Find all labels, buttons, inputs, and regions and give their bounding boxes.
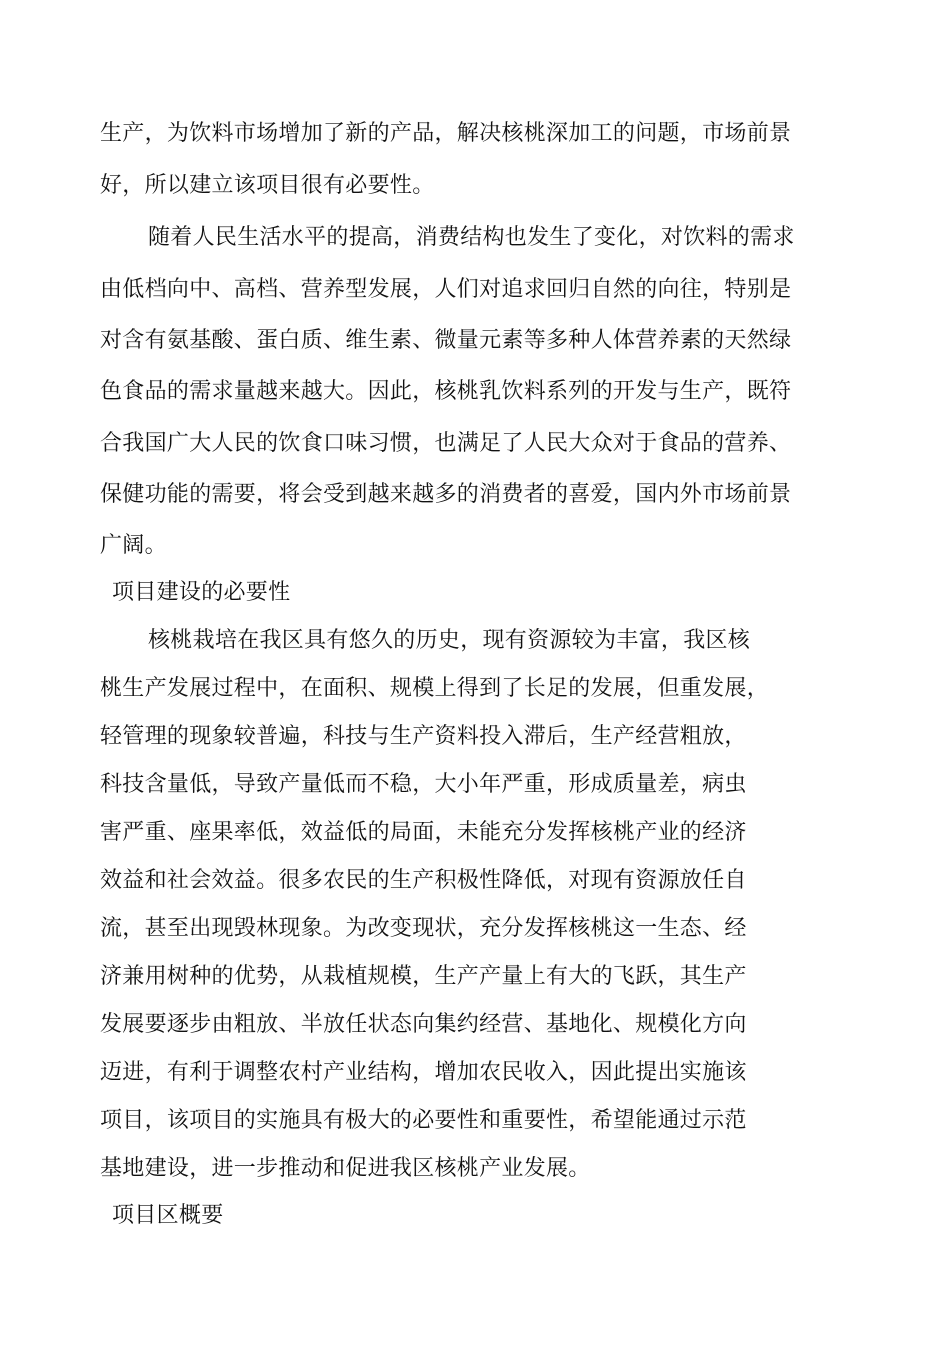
text-line: 轻管理的现象较普遍，科技与生产资料投入滞后，生产经营粗放， <box>100 724 747 749</box>
text-line: 效益和社会效益。很多农民的生产积极性降低，对现有资源放任自 <box>100 868 747 893</box>
text-line: 广阔。 <box>100 533 167 558</box>
text-line: 流，甚至出现毁林现象。为改变现状，充分发挥核桃这一生态、经 <box>100 916 747 941</box>
text-line: 害严重、座果率低，效益低的局面，未能充分发挥核桃产业的经济 <box>100 820 747 845</box>
text-line: 合我国广大人民的饮食口味习惯，也满足了人民大众对于食品的营养、 <box>100 431 792 456</box>
text-line: 济兼用树种的优势，从栽植规模，生产产量上有大的飞跃，其生产 <box>100 964 747 989</box>
section-heading: 项目建设的必要性 <box>112 580 291 605</box>
text-line: 对含有氨基酸、蛋白质、维生素、微量元素等多种人体营养素的天然绿 <box>100 328 792 353</box>
text-line: 由低档向中、高档、营养型发展，人们对追求回归自然的向往，特别是 <box>100 277 792 302</box>
text-line: 生产，为饮料市场增加了新的产品，解决核桃深加工的问题，市场前景 <box>100 121 792 146</box>
text-line: 科技含量低，导致产量低而不稳，大小年严重，形成质量差，病虫 <box>100 772 747 797</box>
text-line: 色食品的需求量越来越大。因此，核桃乳饮料系列的开发与生产，既符 <box>100 379 792 404</box>
text-line: 迈进，有利于调整农村产业结构，增加农民收入，因此提出实施该 <box>100 1060 747 1085</box>
section-heading: 项目区概要 <box>112 1203 224 1228</box>
text-line: 保健功能的需要，将会受到越来越多的消费者的喜爱，国内外市场前景 <box>100 482 792 507</box>
text-line: 项目，该项目的实施具有极大的必要性和重要性，希望能通过示范 <box>100 1108 747 1133</box>
paragraph-first-line: 随着人民生活水平的提高，消费结构也发生了变化，对饮料的需求 <box>148 225 795 250</box>
text-line: 好，所以建立该项目很有必要性。 <box>100 173 435 198</box>
text-line: 发展要逐步由粗放、半放任状态向集约经营、基地化、规模化方向 <box>100 1012 747 1037</box>
text-line: 桃生产发展过程中，在面积、规模上得到了长足的发展，但重发展， <box>100 676 770 701</box>
text-line: 基地建设，进一步推动和促进我区核桃产业发展。 <box>100 1156 591 1181</box>
paragraph-first-line: 核桃栽培在我区具有悠久的历史，现有资源较为丰富，我区核 <box>148 628 751 653</box>
